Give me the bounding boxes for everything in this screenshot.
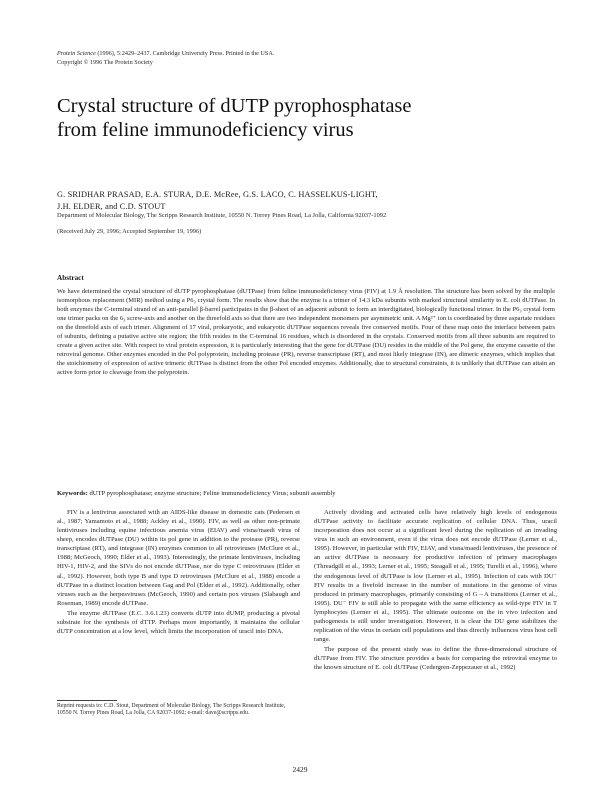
page-number: 2429 xyxy=(292,765,308,774)
keywords xyxy=(57,489,555,498)
journal-name: Protein Science xyxy=(57,50,96,57)
abstract-text: We have determined the crystal structure of dUTP pyrophosphatase (dUTPase) from feline immunodeficiency virus (FIV) at 1.9 Å resolution. The structure has been solved by the multiple isomorphous replacement (MIR) method using a P6₃ crystal form. The results show that the enzyme is a trimer of 14.3 kDa subunits with marked structural similarity to E. coli dUTPase. In both enzymes the C-terminal strand of an anti-parallel β-barrel participates in the β-sheet of an adjacent subunit to form an interdigitated, biologically functional trimer. In the P6₃ crystal form one trimer packs on the 6₃ screw-axis and another on the threefold axis so that there are two independent monomers per asymmetric unit. A Mg²⁺ ion is coordinated by three aspartate residues on the threefold axis of each trimer. Alignment of 17 viral, prokaryotic, and eukaryotic dUTPase sequences reveals five conserved motifs. Four of these map onto the interface between pairs of subunits, defining a putative active site region; the fifth resides in the C-terminal 16 residues, which is disordered in the crystals. Conserved motifs from all three subunits are required to create a given active site. With respect to viral protein expression, it is particularly interesting that the gene for dUTPase (DU) resides in the middle of the Pol gene, the enzyme cassette of the retroviral genome. Other enzymes encoded in the Pol polyprotein, including protease (PR), reverse transcriptase (RT), and most likely integrase (IN), are dimeric enzymes, which implies that the stoichiometry of expression of active trimeric dUTPase is distinct from the other Pol encoded enzymes. Additionally, due to structural constraints, it is unlikely that dUTPase can attain an active form prior to cleavage from the polyprotein. xyxy=(57,288,555,377)
abstract-heading: Abstract xyxy=(57,274,84,282)
paragraph: Actively dividing and activated cells have relatively high levels of endogenous dUTPase activity to facilitate accurate replication of cellular DNA. Thus, uracil incorporation does not occur at a significant level during the replication of an invading virus in such an environment, even if the virus does not encode dUTPase (Lerner et al., 1995). However, in particular with FIV, EIAV, and visna/maedi lentiviruses, the presence of an active dUTPase is necessary for productive infection of primary macrophages (Threadgill et al., 1993; Lerner et al., 1995; Steagall et al., 1995; Turelli et al., 1996), where the endogenous level of dUTPase is low (Lerner et al., 1995). Infection of cats with DU⁻ FIV results in a fivefold increase in the number of mutations in the genome of virus produced in primary macrophages, primarily consisting of G→A transitions (Lerner et al., 1995). DU⁻ FIV is still able to propagate with the same efficiency as wild-type FIV in T lymphocytes (Lerner et al., 1995). The ultimate outcome on the in vivo infection and pathogenesis is still under investigation. However, it is clear the DU gene stabilizes the replication of the virus in certain cell populations and thus directly influences virus host cell range. xyxy=(314,509,557,644)
title-line-1: Crystal structure of dUTP pyrophosphatase xyxy=(57,95,412,117)
footnote-divider xyxy=(57,700,117,701)
article-title xyxy=(57,94,557,142)
affiliation: Department of Molecular Biology, The Scripps Research Institute, 10550 N. Torrey Pines Road, La Jolla, California 92037-1092 xyxy=(57,212,387,219)
journal-header xyxy=(57,50,557,67)
keywords-label: Keywords: xyxy=(57,490,88,497)
paragraph: The enzyme dUTPase (E.C. 3.6.1.23) converts dUTP into dUMP, producing a pivotal substrate for the synthesis of dTTP. Perhaps more importantly, it maintains the cellular dUTP concentration at a low level, which limits the incorporation of uracil into DNA. xyxy=(57,609,300,636)
keywords-text: dUTP pyrophosphatase; enzyme structure; Feline immunodeficiency Virus; subunit assembly xyxy=(89,490,336,497)
authors-line-2: J.H. ELDER, and C.D. STOUT xyxy=(57,202,166,211)
copyright-line: Copyright © 1996 The Protein Society xyxy=(57,58,153,66)
author-list xyxy=(57,189,567,213)
reprint-footnote: Reprint requests to: C.D. Stout, Department of Molecular Biology, The Scripps Research Institute, 10550 N. Torrey Pines Road, La Jolla, CA 92037-1092; e-mail: dave@scripps.edu. xyxy=(57,703,286,717)
authors-line-1: G. SRIDHAR PRASAD, E.A. STURA, D.E. McRee, G.S. LACO, C. HASSELKUS-LIGHT, xyxy=(57,190,378,199)
received-dates: (Received July 29, 1996; Accepted September 19, 1996) xyxy=(57,228,202,235)
citation-details: (1996), 5:2429–2437. Cambridge University Press. Printed in the USA. xyxy=(97,50,275,57)
body-column-left xyxy=(57,508,300,637)
citation-line xyxy=(57,50,557,59)
title-line-2: from feline immunodeficiency virus xyxy=(57,119,354,141)
paragraph: The purpose of the present study was to define the three-dimensional structure of dUTPase from FIV. The structure provides a basis for comparing the retroviral enzyme to the known structure of E. coli dUTPase (Cedergren-Zeppezauer et al., 1992) xyxy=(314,646,557,672)
body-column-right xyxy=(314,508,557,673)
paragraph: FIV is a lentivirus associated with an AIDS-like disease in domestic cats (Pedersen et al., 1987; Yamamoto et al., 1988; Ackley et al., 1990). FIV, as well as other non-primate lentiviruses including equine infectious anemia virus (EIAV) and visna/maedi virus of sheep, encodes dUTPase (DU) within its pol gene in addition to the protease (PR), reverse transcriptase (RT), and integrase (IN) enzymes common to all retroviruses (McClure et al., 1988; McGeoch, 1990; Elder et al., 1993). Interestingly, the primate lentiviruses, including HIV-1, HIV-2, and the SIVs do not encode dUTPase, nor do type C retroviruses (Elder et al., 1992). However, both type B and type D retroviruses (McClure et al., 1988) encode a dUTPase in a distinct location between Gag and Pol (Elder et al., 1992). Additionally, other viruses such as the herpesviruses (McGeoch, 1990) and certain pox viruses (Slabaugh and Roseman, 1989) encode dUTPase. xyxy=(57,509,300,607)
